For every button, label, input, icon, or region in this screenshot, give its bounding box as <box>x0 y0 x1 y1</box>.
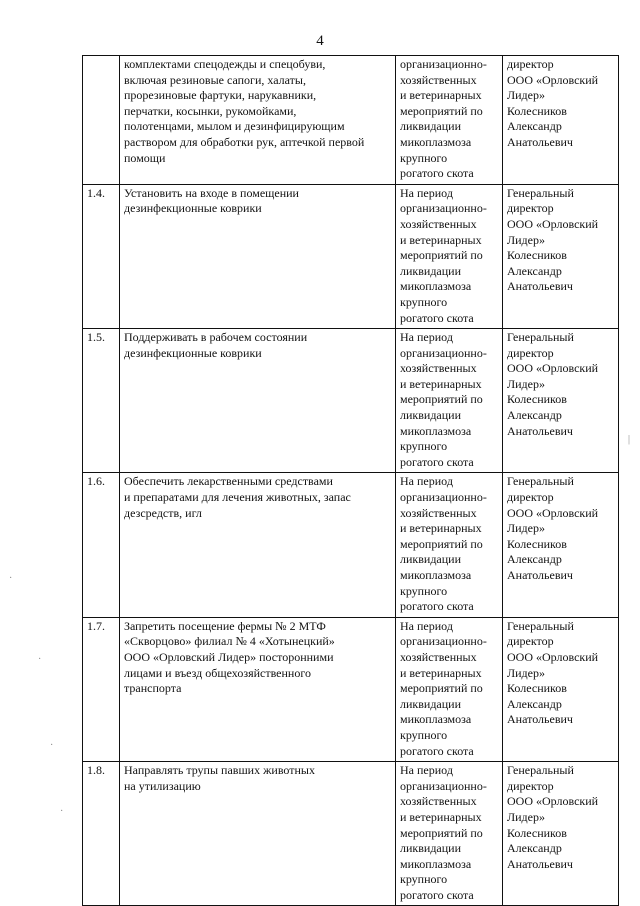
action-cell: Поддерживать в рабочем состоянии дезинфекционные коврики <box>120 329 396 473</box>
term-cell: На период организационно- хозяйственных и ветеринарных мероприятий по ликвидации микоплазмоза крупного рогатого скота <box>396 762 503 906</box>
action-cell: Запретить посещение фермы № 2 МТФ «Скворцово» филиал № 4 «Хотынецкий» ООО «Орловский Лидер» посторонними лицами и въезд общехозяйственного транспорта <box>120 617 396 761</box>
responsible-cell: директор ООО «Орловский Лидер» Колесников Александр Анатольевич <box>503 56 619 185</box>
term-cell: организационно- хозяйственных и ветеринарных мероприятий по ликвидации микоплазмоза крупного рогатого скота <box>396 56 503 185</box>
responsible-cell: Генеральный директор ООО «Орловский Лидер» Колесников Александр Анатольевич <box>503 762 619 906</box>
item-number <box>83 56 120 185</box>
scan-speck: · <box>38 654 42 665</box>
table-row <box>83 617 619 761</box>
table-row <box>83 762 619 906</box>
scan-speck: · <box>50 740 54 751</box>
term-cell: На период организационно- хозяйственных и ветеринарных мероприятий по ликвидации микоплазмоза крупного рогатого скота <box>396 184 503 328</box>
item-number: 1.8. <box>83 762 120 906</box>
table-row <box>83 56 619 185</box>
table-row <box>83 184 619 328</box>
action-cell: комплектами спецодежды и спецобуви, включая резиновые сапоги, халаты, прорезиновые фартуки, нарукавники, перчатки, косынки, рукомойками, полотенцами, мылом и дезинфицирующим раствором для обработки рук, аптечкой первой помощи <box>120 56 396 185</box>
responsible-cell: Генеральный директор ООО «Орловский Лидер» Колесников Александр Анатольевич <box>503 617 619 761</box>
term-cell: На период организационно- хозяйственных и ветеринарных мероприятий по ликвидации микоплазмоза крупного рогатого скота <box>396 617 503 761</box>
action-cell: Обеспечить лекарственными средствами и препаратами для лечения животных, запас дезсредств, игл <box>120 473 396 617</box>
page-number: 4 <box>316 33 324 49</box>
action-cell: Установить на входе в помещении дезинфекционные коврики <box>120 184 396 328</box>
term-cell: На период организационно- хозяйственных и ветеринарных мероприятий по ликвидации микоплазмоза крупного рогатого скота <box>396 473 503 617</box>
responsible-cell: Генеральный директор ООО «Орловский Лидер» Колесников Александр Анатольевич <box>503 473 619 617</box>
item-number: 1.7. <box>83 617 120 761</box>
scan-speck: | <box>628 434 631 445</box>
scan-speck: · <box>60 806 64 817</box>
table-row <box>83 329 619 473</box>
table-row <box>83 473 619 617</box>
scan-speck: · <box>9 573 13 584</box>
measures-table <box>82 55 619 906</box>
item-number: 1.4. <box>83 184 120 328</box>
action-cell: Направлять трупы павших животных на утилизацию <box>120 762 396 906</box>
item-number: 1.5. <box>83 329 120 473</box>
responsible-cell: Генеральный директор ООО «Орловский Лидер» Колесников Александр Анатольевич <box>503 329 619 473</box>
responsible-cell: Генеральный директор ООО «Орловский Лидер» Колесников Александр Анатольевич <box>503 184 619 328</box>
item-number: 1.6. <box>83 473 120 617</box>
term-cell: На период организационно- хозяйственных и ветеринарных мероприятий по ликвидации микоплазмоза крупного рогатого скота <box>396 329 503 473</box>
